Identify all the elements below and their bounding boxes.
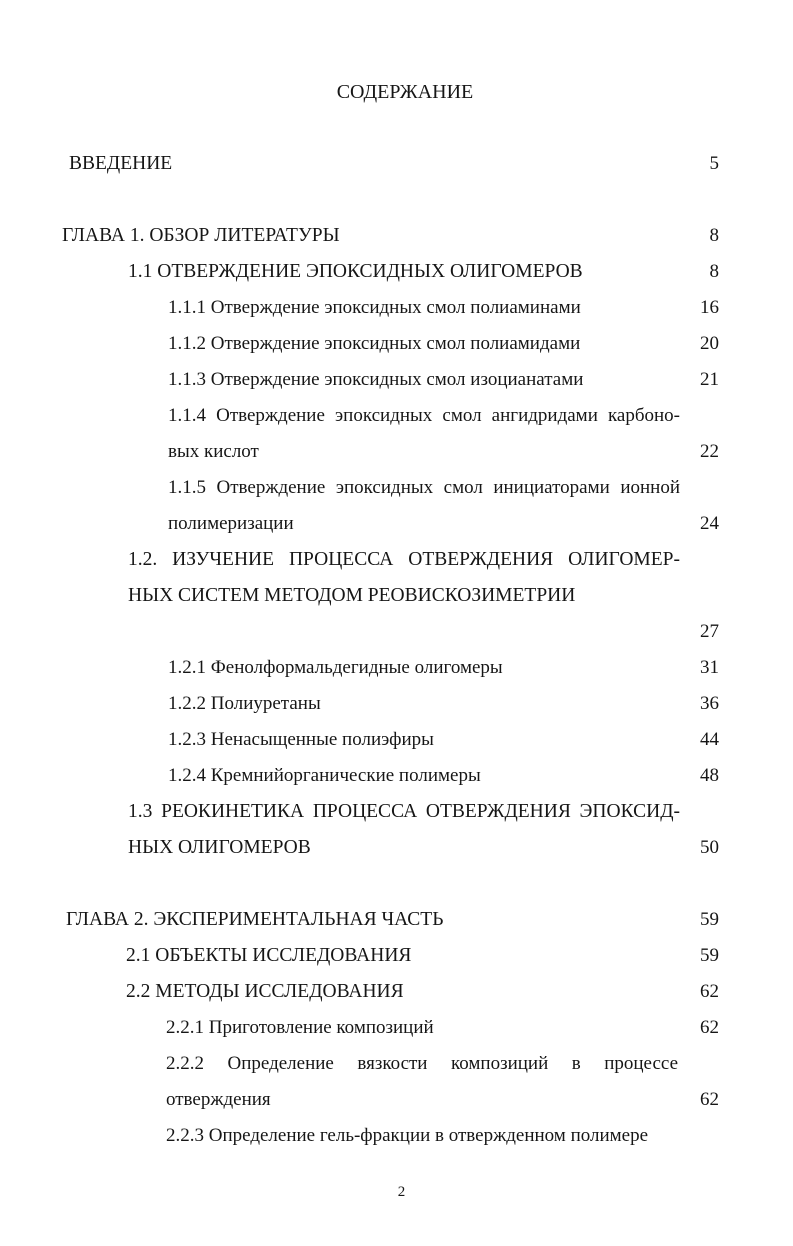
toc-entry-page: 22 — [700, 441, 719, 462]
toc-entry-page: 24 — [700, 513, 719, 534]
toc-entry-page: 36 — [700, 693, 719, 714]
toc-entry-page: 20 — [700, 333, 719, 354]
toc-entry-text: 1.1.5 Отверждение эпоксидных смол инициаторами ионной — [168, 477, 680, 498]
toc-entry-text: 1.2.3 Ненасыщенные полиэфиры — [168, 729, 434, 750]
toc-entry-text: 2.2 МЕТОДЫ ИССЛЕДОВАНИЯ — [126, 981, 404, 1002]
toc-entry-page: 62 — [700, 1017, 719, 1038]
toc-entry-page: 5 — [709, 153, 719, 174]
toc-entry-text: 1.1.4 Отверждение эпоксидных смол ангидридами карбоно- — [168, 405, 680, 426]
toc-entry-text: 1.2.1 Фенолформальдегидные олигомеры — [168, 657, 503, 678]
toc-entry-page: 62 — [700, 1089, 719, 1110]
toc-entry-text: 2.2.3 Определение гель-фракции в отвержденном полимере — [166, 1125, 649, 1146]
page-number: 2 — [397, 1184, 406, 1200]
toc-entry-text: 2.1 ОБЪЕКТЫ ИССЛЕДОВАНИЯ — [126, 945, 412, 966]
toc-entry-page: 50 — [700, 837, 719, 858]
toc-entry-page: 62 — [700, 981, 719, 1002]
toc-entry-text: 1.3 РЕОКИНЕТИКА ПРОЦЕССА ОТВЕРЖДЕНИЯ ЭПОКСИД- — [128, 801, 680, 822]
toc-entry-text: 1.2.2 Полиуретаны — [168, 693, 321, 714]
toc-entry-text: 2.2.2 Определение вязкости композиций в процессе — [166, 1053, 678, 1074]
toc-entry-page: 21 — [700, 369, 719, 390]
toc-entry-text: 1.1 ОТВЕРЖДЕНИЕ ЭПОКСИДНЫХ ОЛИГОМЕРОВ — [128, 261, 583, 282]
toc-entry-text: ГЛАВА 1. ОБЗОР ЛИТЕРАТУРЫ — [62, 225, 340, 246]
toc-entry-page: 16 — [700, 297, 719, 318]
toc-entry-text: 2.2.1 Приготовление композиций — [166, 1017, 434, 1038]
toc-entry-text: 1.2.4 Кремнийорганические полимеры — [168, 765, 481, 786]
toc-entry-text-continued: НЫХ ОЛИГОМЕРОВ — [128, 837, 311, 858]
toc-entry-text: 1.1.2 Отверждение эпоксидных смол полиамидами — [168, 333, 581, 354]
toc-title: СОДЕРЖАНИЕ — [336, 81, 474, 103]
toc-entry-text: 1.1.1 Отверждение эпоксидных смол полиаминами — [168, 297, 581, 318]
toc-entry-page: 59 — [700, 909, 719, 930]
toc-entry-page: 8 — [709, 261, 719, 282]
toc-entry-page: 27 — [700, 621, 719, 642]
toc-entry-page: 59 — [700, 945, 719, 966]
toc-entry-page: 8 — [709, 225, 719, 246]
toc-entry-text: 1.1.3 Отверждение эпоксидных смол изоцианатами — [168, 369, 584, 390]
toc-entry-text-continued: отверждения — [166, 1089, 271, 1110]
toc-entry-page: 48 — [700, 765, 719, 786]
toc-entry-text: 1.2. ИЗУЧЕНИЕ ПРОЦЕССА ОТВЕРЖДЕНИЯ ОЛИГОМЕР- — [128, 549, 680, 570]
toc-entry-text-continued: полимеризации — [168, 513, 294, 534]
toc-entry-text: ВВЕДЕНИЕ — [69, 153, 173, 174]
toc-entry-page: 31 — [700, 657, 719, 678]
toc-entry-text-continued: НЫХ СИСТЕМ МЕТОДОМ РЕОВИСКОЗИМЕТРИИ — [128, 585, 576, 606]
toc-entry-text-continued: вых кислот — [168, 441, 259, 462]
toc-entry-page: 44 — [700, 729, 719, 750]
toc-entry-text: ГЛАВА 2. ЭКСПЕРИМЕНТАЛЬНАЯ ЧАСТЬ — [66, 909, 444, 930]
